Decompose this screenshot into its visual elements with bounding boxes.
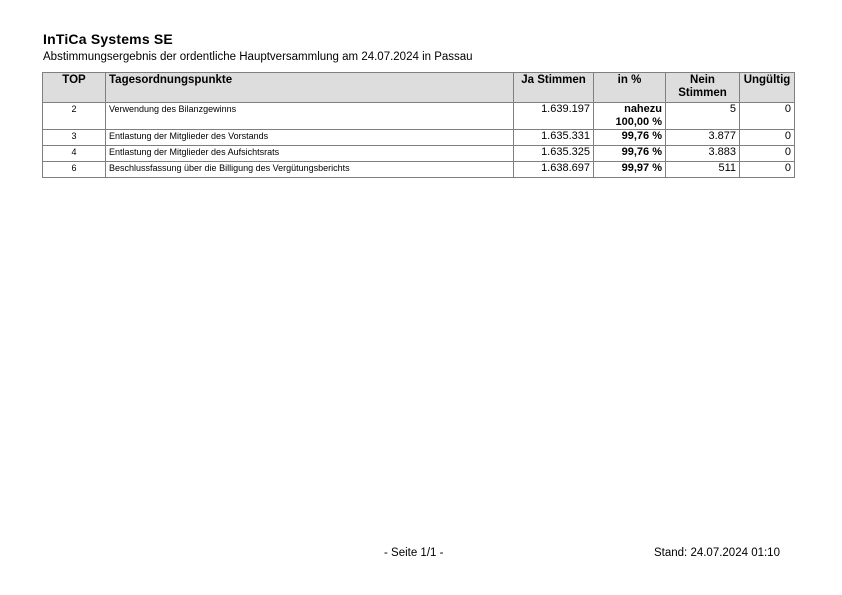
no-votes: 3.883 xyxy=(666,146,740,162)
column-header-invalid: Ungültig xyxy=(740,73,795,103)
invalid-votes: 0 xyxy=(740,162,795,178)
invalid-votes: 0 xyxy=(740,130,795,146)
yes-percent xyxy=(594,103,666,130)
voting-results-table xyxy=(42,72,795,178)
invalid-votes: 0 xyxy=(740,146,795,162)
agenda-title: Entlastung der Mitglieder des Aufsichtsrats xyxy=(106,146,514,162)
table-row xyxy=(43,103,795,130)
no-votes: 5 xyxy=(666,103,740,130)
company-name: InTiCa Systems SE xyxy=(43,31,173,47)
column-header-yes-votes: Ja Stimmen xyxy=(514,73,594,103)
yes-percent: 99,76 % xyxy=(594,130,666,146)
no-votes: 511 xyxy=(666,162,740,178)
column-header-no-votes-line2: Stimmen xyxy=(678,87,727,99)
agenda-number: 2 xyxy=(43,103,106,130)
agenda-number: 4 xyxy=(43,146,106,162)
invalid-votes: 0 xyxy=(740,103,795,130)
yes-percent: 99,76 % xyxy=(594,146,666,162)
yes-percent-line2: 100,00 % xyxy=(615,116,662,128)
no-votes: 3.877 xyxy=(666,130,740,146)
agenda-title: Beschlussfassung über die Billigung des Vergütungsberichts xyxy=(106,162,514,178)
yes-votes: 1.638.697 xyxy=(514,162,594,178)
column-header-agenda: Tagesordnungspunkte xyxy=(106,73,514,103)
table-row xyxy=(43,162,795,178)
yes-percent-line1: nahezu xyxy=(624,103,662,115)
column-header-no-votes xyxy=(666,73,740,103)
column-header-top: TOP xyxy=(43,73,106,103)
agenda-title: Verwendung des Bilanzgewinns xyxy=(106,103,514,130)
table-row xyxy=(43,146,795,162)
column-header-percent: in % xyxy=(594,73,666,103)
column-header-no-votes-line1: Nein xyxy=(690,74,715,86)
document-timestamp: Stand: 24.07.2024 01:10 xyxy=(654,547,780,559)
yes-percent: 99,97 % xyxy=(594,162,666,178)
agenda-number: 6 xyxy=(43,162,106,178)
table-header-row xyxy=(43,73,795,103)
document-subtitle: Abstimmungsergebnis der ordentliche Hauptversammlung am 24.07.2024 in Passau xyxy=(43,51,473,63)
agenda-title: Entlastung der Mitglieder des Vorstands xyxy=(106,130,514,146)
yes-votes: 1.639.197 xyxy=(514,103,594,130)
yes-votes: 1.635.325 xyxy=(514,146,594,162)
table-row xyxy=(43,130,795,146)
page-number: - Seite 1/1 - xyxy=(384,547,444,559)
yes-votes: 1.635.331 xyxy=(514,130,594,146)
agenda-number: 3 xyxy=(43,130,106,146)
